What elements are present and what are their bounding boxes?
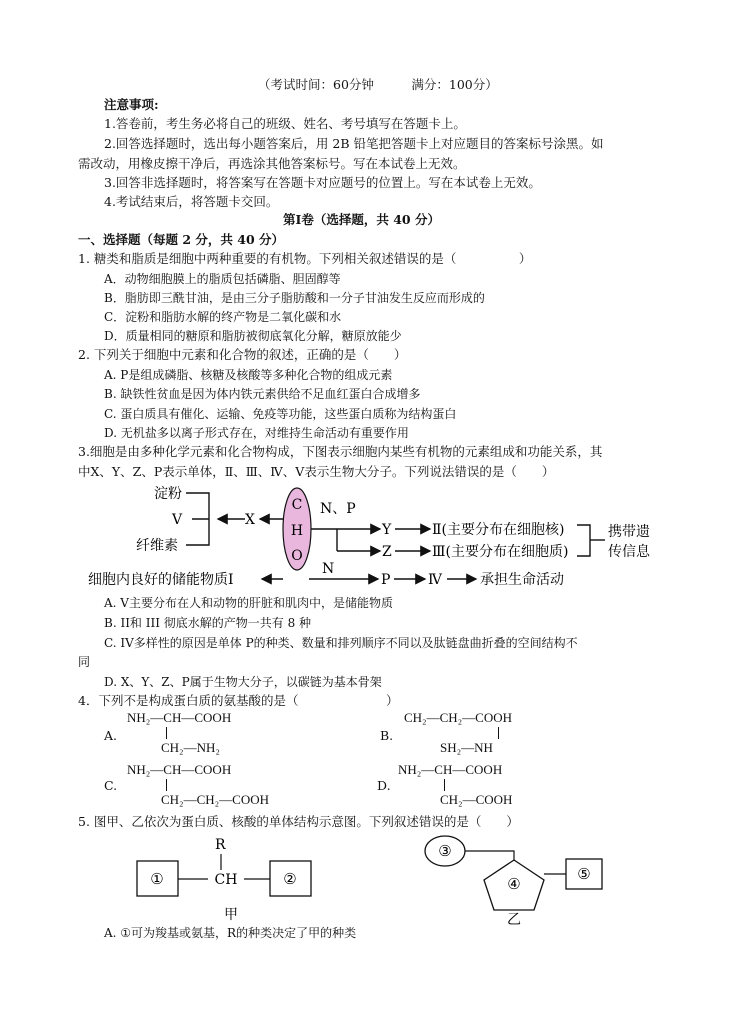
notice-item: 1.答卷前，考生务必将自己的班级、姓名、考号填写在答题卡上。 (104, 116, 466, 131)
question-3-stem-line1: 3.细胞是由多种化学元素和化合物构成，下图表示细胞内某些有机物的元素组成和功能关系，其 (78, 444, 603, 459)
question-2-stem: 2. 下列关于细胞中元素和化合物的叙述，正确的是（ ） (78, 347, 407, 362)
np-label: N、P (320, 501, 356, 517)
iv-label: Ⅳ (428, 572, 442, 588)
z-label: Z (382, 544, 392, 560)
question-3-option-b: B. II和 III 彻底水解的产物一共有 8 种 (104, 616, 312, 630)
question-3-stem-line2: 中X、Y、Z、P表示单体，Ⅱ、Ⅲ、Ⅳ、Ⅴ表示生物大分子。下列说法错误的是（ ） (78, 464, 555, 479)
circle-3-label: ③ (438, 842, 452, 860)
ch-label: CH (214, 872, 238, 888)
bond-3 (465, 851, 514, 861)
question-1-option-b: B．脂肪即三酰甘油，是由三分子脂肪酸和一分子甘油发生反应而形成的 (104, 291, 485, 305)
yi-caption: 乙 (507, 912, 521, 926)
question-4-option-b-label: B. (380, 728, 394, 743)
amino-acid-d-top: NH₂—CH—COOH (398, 762, 503, 777)
element-c: C (291, 497, 303, 513)
question-1-option-d: D．质量相同的糖原和脂肪被彻底氧化分解，糖原放能少 (104, 329, 402, 343)
notice-item: 需改动，用橡皮擦干净后，再选涂其他答案标号。写在本试卷上无效。 (78, 156, 466, 171)
amino-acid-b-top: CH₂—CH₂—COOH (404, 710, 513, 725)
element-o: O (291, 548, 303, 564)
question-4-stem: 4．下列不是构成蛋白质的氨基酸的是（ ） (78, 693, 399, 708)
organic-compound-diagram (0, 480, 737, 592)
amino-acid-c-bottom: CH₂—CH₂—COOH (161, 792, 270, 807)
monomer-structure-diagrams (0, 830, 737, 926)
question-3-option-a: A. V主要分布在人和动物的肝脏和肌肉中，是储能物质 (104, 596, 393, 610)
question-1-option-a: A．动物细胞膜上的脂质包括磷脂、胆固醇等 (104, 272, 341, 286)
carry-info-line2: 传信息 (608, 544, 650, 560)
carry-info-line1: 携带遗 (608, 524, 650, 540)
circle-5-label: ⑤ (577, 865, 591, 883)
amino-acid-d-bottom: CH₂—COOH (440, 792, 513, 807)
part1-title: 第Ⅰ卷（选择题，共 40 分） (283, 212, 440, 227)
question-2-option-d: D. 无机盐多以离子形式存在，对维持生命活动有重要作用 (104, 426, 409, 440)
amino-acid-c-top: NH₂—CH—COOH (127, 762, 232, 777)
exam-time-info: （考试时间：60分钟 满分：100分） (258, 77, 498, 92)
amino-acid-d-bond (444, 779, 445, 791)
amino-acid-b-bond (498, 727, 499, 739)
circle-2-label: ② (283, 870, 297, 888)
starch-label: 淀粉 (154, 486, 182, 502)
amino-acid-a-bottom: CH₂—NH₂ (161, 740, 220, 755)
notice-title: 注意事项: (104, 97, 159, 112)
iii-label: Ⅲ(主要分布在细胞质) (432, 544, 569, 560)
cellulose-label: 纤维素 (136, 538, 178, 554)
v-label: Ⅴ (172, 512, 183, 528)
question-3-option-c: C. IV多样性的原因是单体 P的种类、数量和排列顺序不同以及肽链盘曲折叠的空间结构不 (104, 636, 578, 650)
question-1-option-c: C．淀粉和脂肪水解的终产物是二氧化碳和水 (104, 310, 342, 324)
y-label: Y (382, 522, 392, 538)
question-3-option-c-cont: 同 (78, 655, 91, 669)
question-2-option-b: B. 缺铁性贫血是因为体内铁元素供给不足血红蛋白合成增多 (104, 387, 421, 401)
amino-acid-a-top: NH₂—CH—COOH (127, 710, 232, 725)
question-5-option-a: A. ①可为羧基或氨基，R的种类决定了甲的种类 (104, 926, 357, 940)
question-4-option-a-label: A. (104, 728, 118, 743)
amino-acid-a-bond (166, 727, 167, 739)
storage-label: 细胞内良好的储能物质Ⅰ (88, 572, 234, 588)
question-4-option-c-label: C. (104, 778, 118, 793)
question-3-option-d: D. X、Y、Z、P属于生物大分子，以碳链为基本骨架 (104, 675, 382, 689)
x-label: X (245, 512, 255, 528)
life-activity-label: 承担生命活动 (480, 572, 564, 588)
question-5-stem: 5. 图甲、乙依次为蛋白质、核酸的单体结构示意图。下列叙述错误的是（ ） (78, 814, 519, 829)
notice-item: 3.回答非选择题时，将答案写在答题卡对应题号的位置上。写在本试卷上无效。 (104, 175, 541, 190)
element-h: H (290, 523, 304, 539)
r-group-label: R (215, 837, 226, 853)
circle-1-label: ① (150, 870, 164, 888)
notice-item: 4.考试结束后，将答题卡交回。 (104, 194, 279, 209)
amino-acid-b-bottom: SH₂—NH (440, 740, 493, 755)
p-label: P (381, 572, 391, 588)
question-2-option-a: A. P是组成磷脂、核糖及核酸等多种化合物的组成元素 (104, 368, 393, 382)
n-label: N (322, 561, 335, 577)
notice-item: 2.回答选择题时，选出每小题答案后，用 2B 铅笔把答题卡上对应题目的答案标号涂黑。如 (104, 136, 604, 151)
jia-caption: 甲 (224, 907, 238, 923)
question-2-option-c: C. 蛋白质具有催化、运输、免疫等功能，这些蛋白质称为结构蛋白 (104, 407, 457, 421)
question-4-option-d-label: D. (377, 778, 391, 793)
section1-title: 一、选择题（每题 2 分，共 40 分） (78, 232, 285, 247)
question-1-stem: 1. 糖类和脂质是细胞中两种重要的有机物。下列相关叙述错误的是（ ） (78, 251, 532, 266)
ii-label: Ⅱ(主要分布在细胞核) (432, 522, 565, 538)
amino-acid-c-bond (166, 779, 167, 791)
circle-4-label: ④ (507, 875, 521, 893)
right-bracket (577, 525, 590, 556)
